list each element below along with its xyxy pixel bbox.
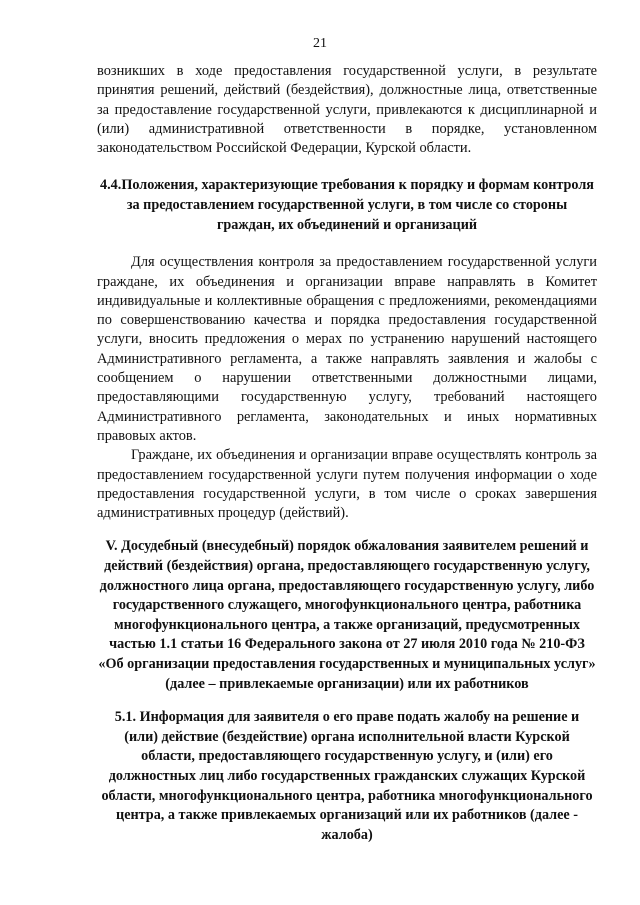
heading-section-4-4: 4.4.Положения, характеризующие требования к порядку и формам контроля за предоставлением государственной услуги, в том числе со стороны граждан, их объединений и организаций	[100, 177, 594, 233]
paragraph-control-rights: Для осуществления контроля за предоставлением государственной услуги граждане, их объединения и организации вправе направлять в Комитет индивидуальные и коллективные обращения с предложениями, рекомендациями по совершенствованию качества и порядка предоставления государственной услуги, вносить предложения о мерах по устранению нарушений настоящего Административного регламента, а также направлять заявления и жалобы с сообщением о нарушении ответственными должностными лицами, предоставляющими государственную услугу, требований настоящего Административного регламента, законодательных и иных нормативных правовых актов.	[97, 254, 597, 444]
paragraph-responsibility: возникших в ходе предоставления государственной услуги, в результате принятия решений, действий (бездействия), должностные лица, ответственные за предоставление государственной услуги, привлекаются к дисциплинарной и (или) административной ответственности в порядке, установленном законодательством Российской Федерации, Курской области.	[97, 63, 597, 157]
heading-section-5: V. Досудебный (внесудебный) порядок обжалования заявителем решений и действий (бездействия) органа, предоставляющего государственную услугу, должностного лица органа, предоставляющего государственную услугу, либо государственного служащего, многофункционального центра, работника многофункционального центра, а также организаций, предусмотренных частью 1.1 статьи 16 Федерального закона от 27 июля 2010 года № 210-ФЗ «Об организации предоставления государственных и муниципальных услуг» (далее – привлекаемые организации) или их работников	[98, 538, 596, 692]
paragraph-control-information: Граждане, их объединения и организации вправе осуществлять контроль за предоставлением государственной услуги путем получения информации о ходе предоставления государственной услуги, в том числе о сроках завершения административных процедур (действий).	[97, 447, 597, 522]
page-number: 21	[313, 36, 327, 51]
heading-section-5-1: 5.1. Информация для заявителя о его праве подать жалобу на решение и (или) действие (бездействие) органа исполнительной власти Курской области, предоставляющего государственную услугу, и (или) его должностных лиц либо государственных гражданских служащих Курской области, многофункционального центра, работника многофункционального центра, а также привлекаемых организаций или их работников (далее - жалоба)	[101, 709, 593, 843]
document-body	[97, 62, 597, 845]
